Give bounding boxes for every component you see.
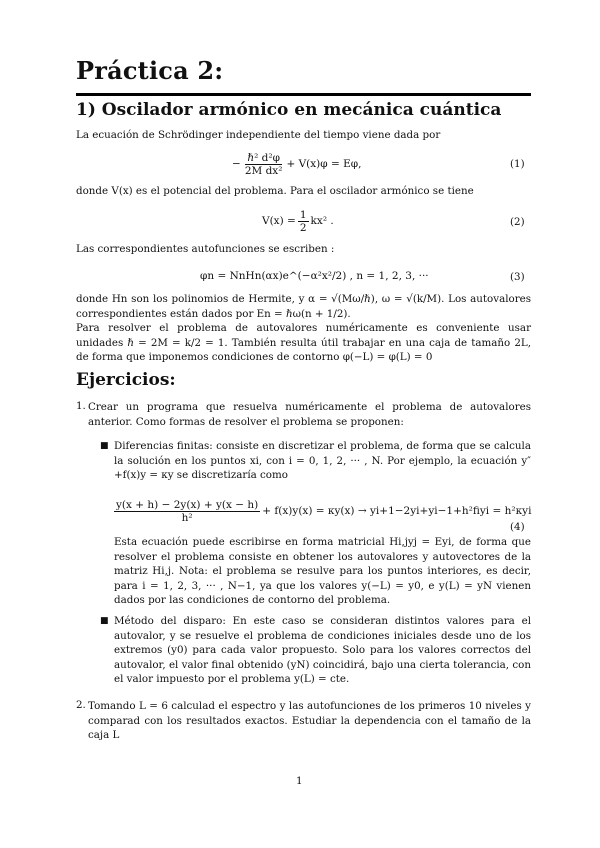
ex1-bullet-1-text: Diferencias finitas: consiste en discretizar el problema, de forma que se calcula la solución en los puntos xi, con i = 0, 1, 2, ··· , N. Por ejemplo, la ecuación y″+f(x)y = κy se discretizaría como <box>114 440 531 481</box>
hermite-paragraph: donde Hn son los polinomios de Hermite, y α = √(Mω/ℏ), ω = √(k/M). Los autovalores correspondientes están dados por En = ℏω(n + 1/2). <box>76 293 531 320</box>
eq4-denominator: h² <box>181 511 193 524</box>
equation-3: φn = NnHn(αx)e^(−α²x²/2) , n = 1, 2, 3, ··· <box>200 270 429 282</box>
exercises-heading: Ejercicios: <box>76 370 176 390</box>
ex1-bullet-1-after: Esta ecuación puede escribirse en forma matricial Hi,jyj = Eyi, de forma que resolver el problema consiste en obtener los autovalores y autovectores de la matriz Hi,j. Nota: el problema se resulve para los puntos interiores, es decir, para i = 1, 2, 3, ··· , N−1, ya que los valores y(−L) = y0, e y(L) = yN vienen dados por las condiciones de contorno del problema. <box>114 536 531 606</box>
title-rule <box>76 93 531 96</box>
eq2-label: (2) <box>510 216 525 228</box>
eq4-numerator: y(x + h) − 2y(x) + y(x − h) <box>116 498 259 511</box>
intro-paragraph: La ecuación de Schrödinger independiente del tiempo viene dada por <box>76 129 441 141</box>
equation-1: − $\frac{\text{ℏ² d²φ}}{\text{2M dx²}}$ + V(x)φ = Eφ, <box>232 151 362 177</box>
page-number: 1 <box>296 775 303 787</box>
autofunciones-paragraph: Las correspondientes autofunciones se escriben : <box>76 243 335 255</box>
eq4-label: (4) <box>510 521 525 533</box>
eq2-rest: kx² . <box>310 215 334 227</box>
ex1-bullet-2-text: Método del disparo: En este caso se consideran distintos valores para el autovalor, y se resuelve el problema de condiciones iniciales desde uno de los extremos (y0) para cada valor propuesto. Solo para los valores correctos del autovalor, el valor final obtenido (yN) coincidirá, bajo una cierta tolerancia, con el valor impuesto por el problema y(L) = cte. <box>114 615 531 685</box>
equation-2 <box>262 204 334 238</box>
eq1-rest: + V(x)φ = Eφ, <box>286 158 362 170</box>
page-title: Práctica 2: <box>76 56 224 85</box>
eq2-denominator: 2 <box>299 221 307 234</box>
eq1-label: (1) <box>510 158 525 170</box>
eq2-numerator: 1 <box>299 208 307 221</box>
bullet-1: ■ <box>100 441 109 451</box>
section-heading: 1) Oscilador armónico en mecánica cuántica <box>76 100 502 120</box>
ex2-text: Tomando L = 6 calculad el espectro y las autofunciones de los primeros 10 niveles y comparad con los resultados exactos. Estudiar la dependencia con el tamaño de la caja L <box>88 700 531 741</box>
bullet-2: ■ <box>100 616 109 626</box>
eq4-rest: + f(x)y(x) = κy(x) → yi+1−2yi+yi−1+h²fiyi = h²κyi <box>262 505 532 517</box>
ex2-number: 2. <box>76 699 86 711</box>
eq2-lhs: V(x) = <box>262 215 296 227</box>
equation-4 <box>112 494 531 528</box>
ex1-text: Crear un programa que resuelva numéricamente el problema de autovalores anterior. Como formas de resolver el problema se proponen: <box>88 401 531 428</box>
potential-paragraph: donde V(x) es el potencial del problema. Para el oscilador armónico se tiene <box>76 185 474 197</box>
eq1-numerator: ℏ² d²φ <box>247 151 280 164</box>
eq3-label: (3) <box>510 271 525 283</box>
eq1-denominator: 2M dx² <box>244 164 283 177</box>
ex1-number: 1. <box>76 400 86 412</box>
unidades-paragraph: Para resolver el problema de autovalores numéricamente es conveniente usar unidades ℏ = 2M = k/2 = 1. También resulta útil trabajar en una caja de tamaño 2L, de forma que imponemos condiciones de contorno φ(−L) = φ(L) = 0 <box>76 322 531 363</box>
